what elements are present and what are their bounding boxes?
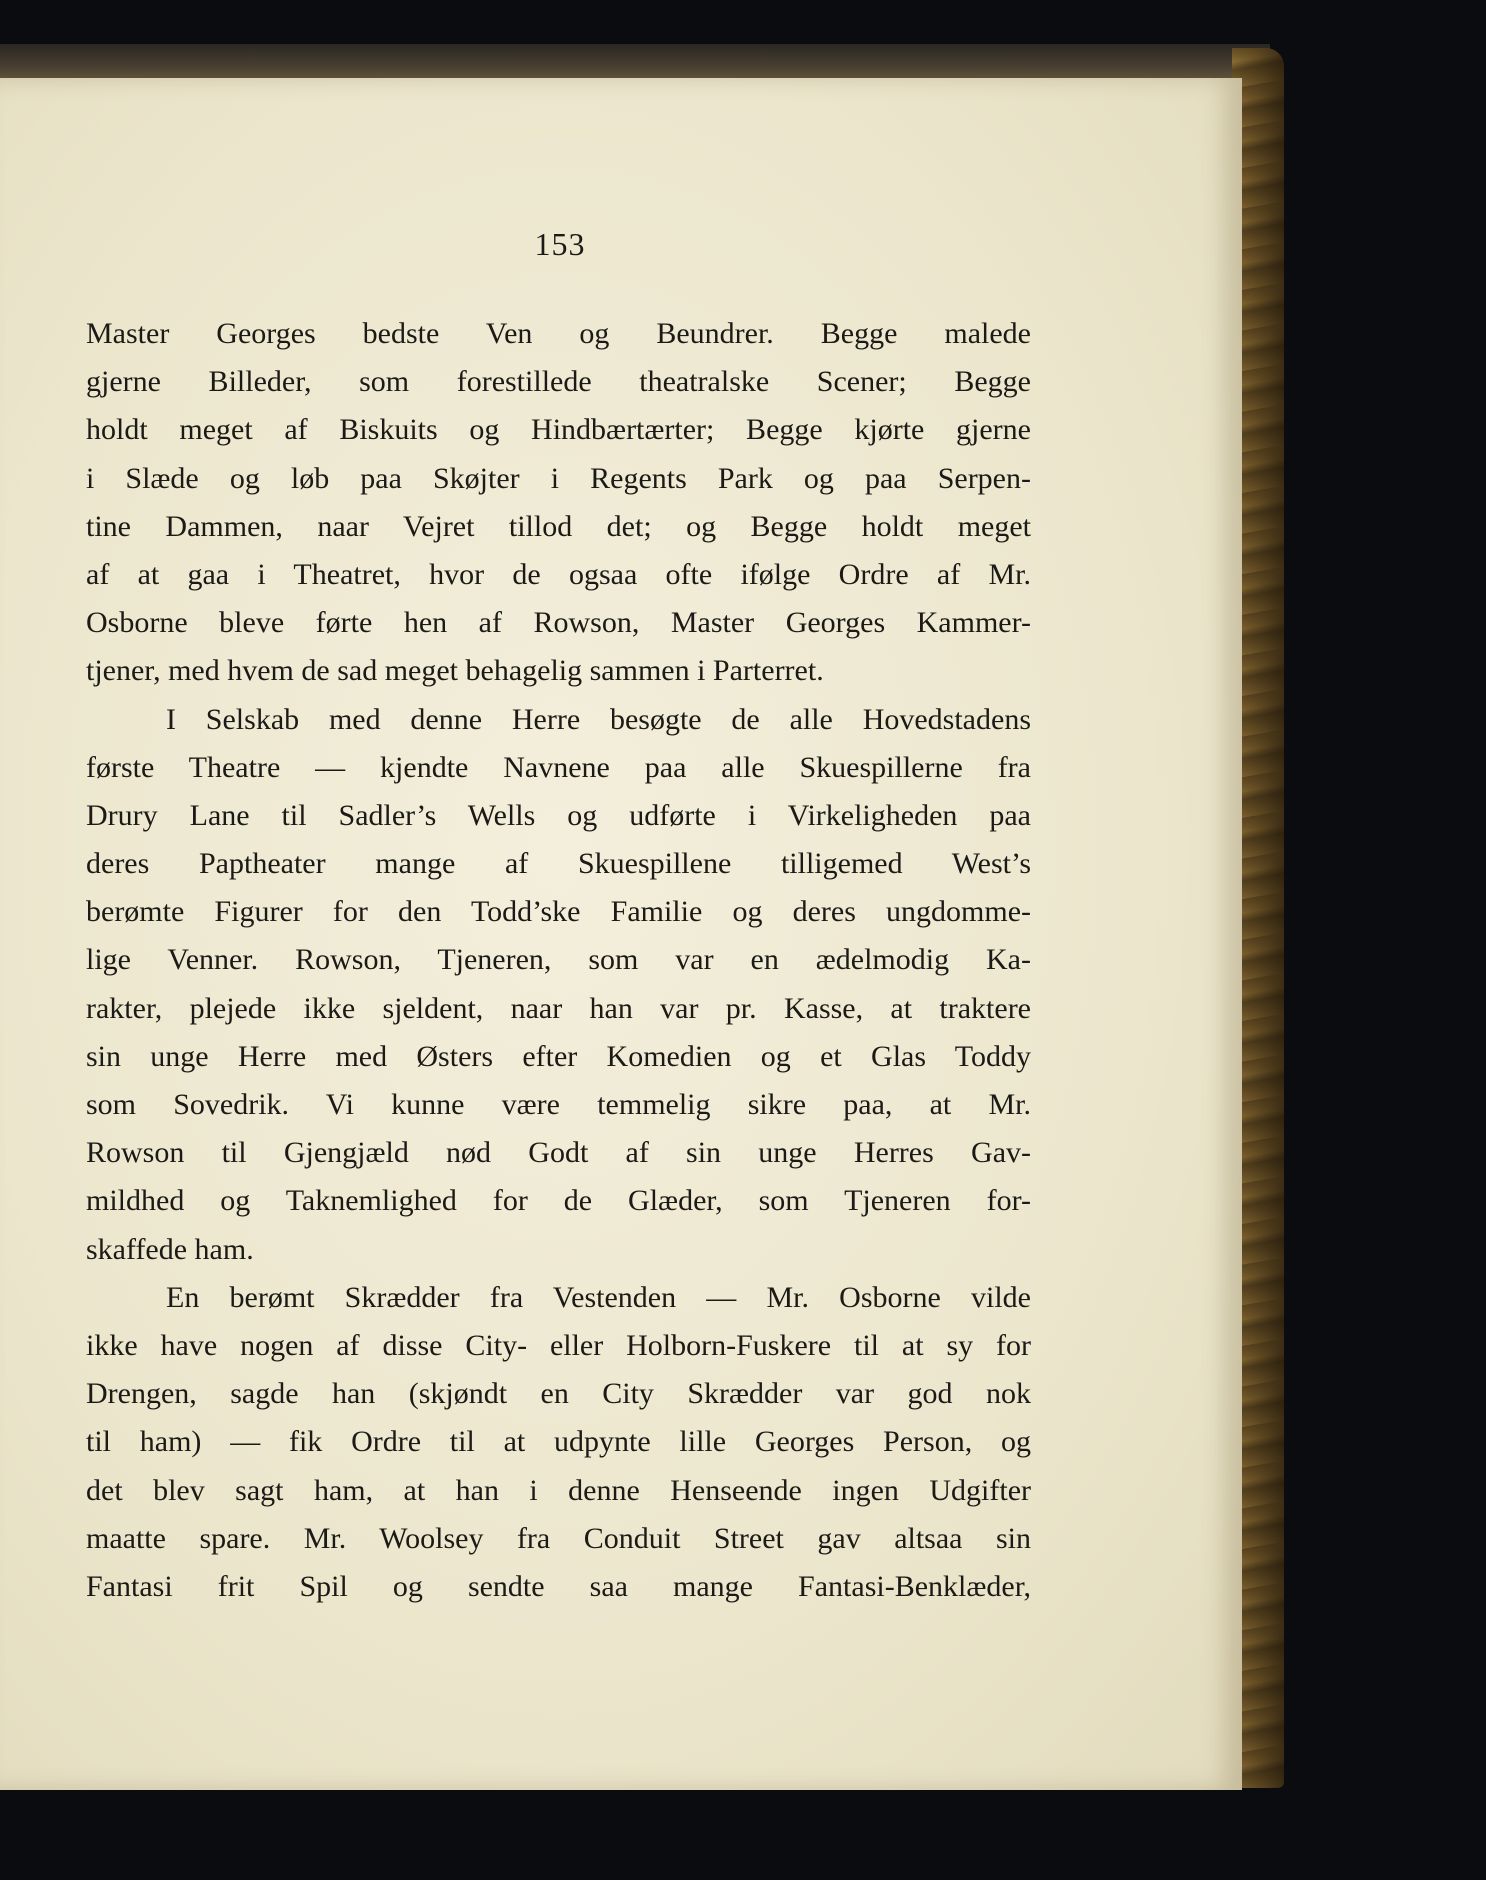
text-line: Fantasi frit Spil og sendte saa mange Fantasi-Benklæder, [86,1569,1031,1603]
paragraph-start-line: En berømt Skrædder fra Vestenden — Mr. Osborne vilde [166,1280,1031,1314]
paragraph-start-line: I Selskab med denne Herre besøgte de alle Hovedstadens [166,702,1031,736]
text-line: rakter, plejede ikke sjeldent, naar han var pr. Kasse, at traktere [86,991,1031,1025]
text-line: Drury Lane til Sadler’s Wells og udførte i Virkeligheden paa [86,798,1031,832]
text-line: skaffede ham. [86,1232,254,1266]
text-line: sin unge Herre med Østers efter Komedien og et Glas Toddy [86,1039,1031,1073]
text-line: lige Venner. Rowson, Tjeneren, som var en ædelmodig Ka- [86,943,1031,977]
text-line: Rowson til Gjengjæld nød Godt af sin unge Herres Gav- [86,1136,1031,1170]
text-line: til ham) — fik Ordre til at udpynte lille Georges Person, og [86,1425,1031,1459]
text-line: Osborne bleve førte hen af Rowson, Master Georges Kammer- [86,606,1031,640]
text-line: i Slæde og løb paa Skøjter i Regents Park og paa Serpen- [86,461,1031,495]
page-number: 153 [534,226,586,262]
text-line: som Sovedrik. Vi kunne være temmelig sikre paa, at Mr. [86,1088,1031,1121]
book-page [0,78,1242,1790]
text-line: første Theatre — kjendte Navnene paa alle Skuespillerne fra [86,750,1031,784]
text-line: Drengen, sagde han (skjøndt en City Skrædder var god nok [86,1377,1031,1411]
text-line: af at gaa i Theatret, hvor de ogsaa ofte ifølge Ordre af Mr. [86,557,1031,591]
text-line: maatte spare. Mr. Woolsey fra Conduit Street gav altsaa sin [86,1521,1031,1555]
text-line: gjerne Billeder, som forestillede theatralske Scener; Begge [86,365,1031,399]
body-text [86,310,1031,1611]
text-line: mildhed og Taknemlighed for de Glæder, som Tjeneren for- [86,1184,1031,1218]
text-line: Master Georges bedste Ven og Beundrer. Begge malede [86,317,1031,350]
text-line: berømte Figurer for den Todd’ske Familie og deres ungdomme- [86,895,1031,929]
text-line: deres Paptheater mange af Skuespillene tilligemed West’s [86,847,1031,881]
text-line: holdt meget af Biskuits og Hindbærtærter; Begge kjørte gjerne [86,413,1031,447]
text-line: tjener, med hvem de sad meget behagelig sammen i Parterret. [86,654,824,688]
text-line: det blev sagt ham, at han i denne Henseende ingen Udgifter [86,1473,1031,1507]
text-line: ikke have nogen af disse City- eller Holborn-Fuskere til at sy for [86,1328,1031,1362]
text-line: tine Dammen, naar Vejret tillod det; og Begge holdt meget [86,509,1031,543]
